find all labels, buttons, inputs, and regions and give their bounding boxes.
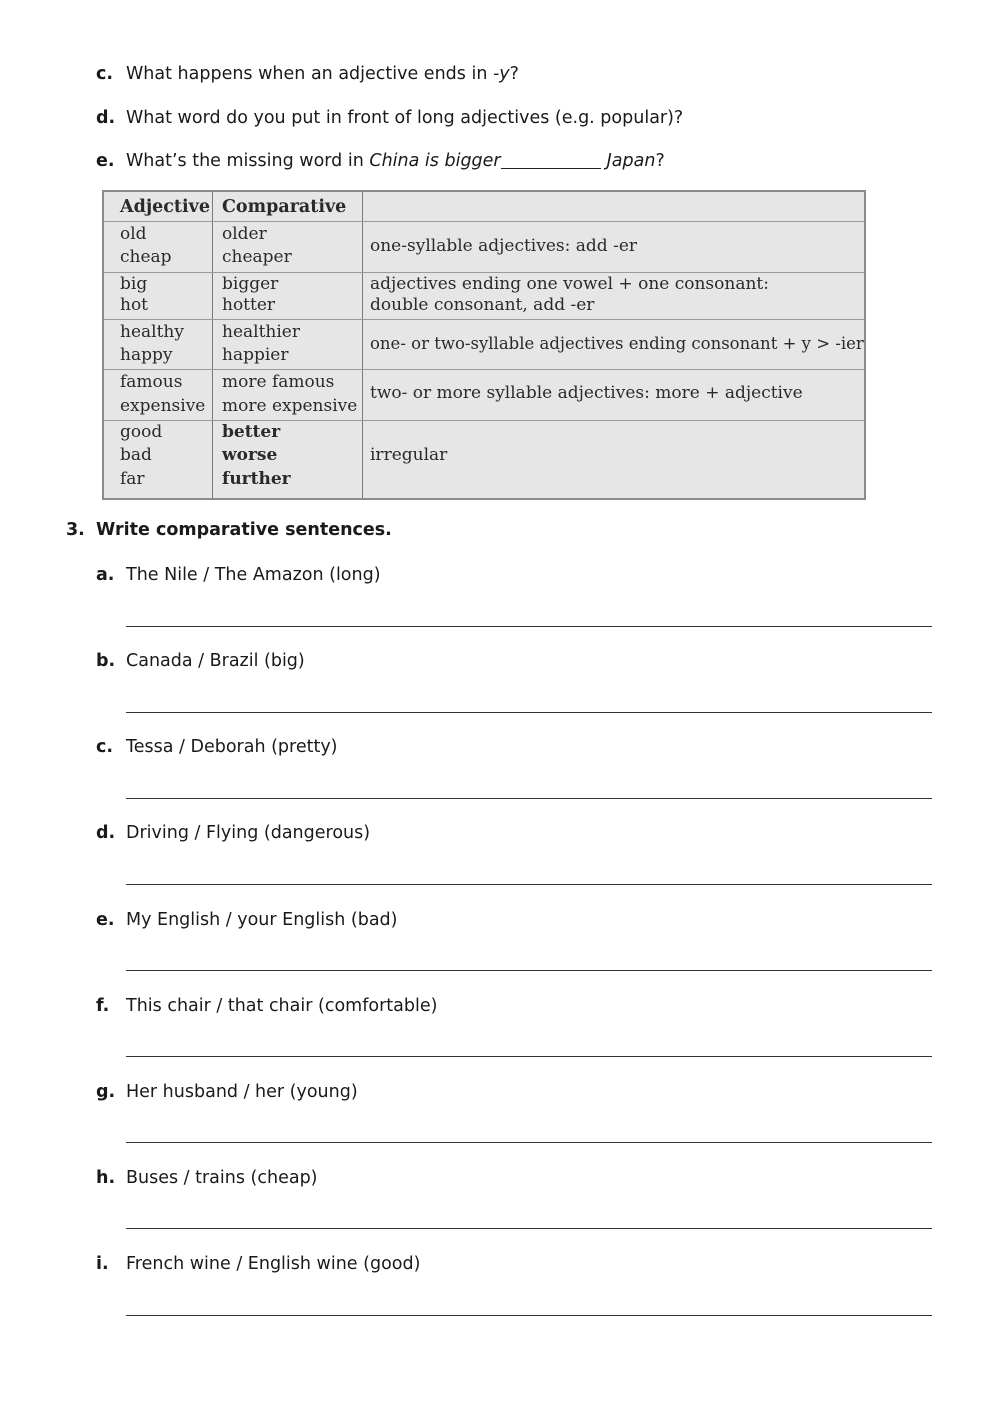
item-label: g. (96, 1082, 116, 1102)
exercise-item-i (96, 1252, 420, 1276)
item-label: e. (96, 910, 115, 930)
item-text: Buses / trains (cheap) (126, 1168, 318, 1188)
adjective: hot (120, 295, 149, 315)
question-e (96, 149, 665, 173)
answer-line-a[interactable] (126, 626, 932, 627)
exercise-item-h (96, 1166, 318, 1190)
row-divider (104, 369, 864, 370)
question-label: d. (96, 108, 116, 128)
answer-line-b[interactable] (126, 712, 932, 713)
item-label: d. (96, 823, 116, 843)
question-emphasis: China is bigger (369, 151, 501, 171)
item-text: French wine / English wine (good) (126, 1254, 421, 1274)
item-label: i. (96, 1254, 109, 1274)
item-text: Driving / Flying (dangerous) (126, 823, 371, 843)
header-adjective: Adjective (120, 197, 210, 217)
rule: one- or two-syllable adjectives ending consonant + y > -ier (370, 334, 864, 353)
adjective: expensive (120, 396, 206, 416)
item-text: My English / your English (bad) (126, 910, 398, 930)
item-label: h. (96, 1168, 116, 1188)
exercise-item-f (96, 994, 437, 1018)
adjective: happy (120, 345, 173, 365)
item-label: f. (96, 996, 110, 1016)
column-divider (212, 192, 213, 498)
exercise-item-e (96, 908, 398, 932)
comparative-table (102, 190, 866, 500)
item-text: This chair / that chair (comfortable) (126, 996, 438, 1016)
comparative: happier (222, 345, 289, 365)
answer-line-g[interactable] (126, 1142, 932, 1143)
adjective: old (120, 224, 147, 244)
question-emphasis-2: Japan (606, 151, 656, 171)
rule: adjectives ending one vowel + one consonant: (370, 274, 769, 294)
comparative: further (222, 469, 291, 489)
item-text: The Nile / The Amazon (long) (126, 565, 381, 585)
question-label: c. (96, 64, 114, 84)
answer-line-h[interactable] (126, 1228, 932, 1229)
item-label: a. (96, 565, 115, 585)
adjective: famous (120, 372, 183, 392)
comparative: older (222, 224, 267, 244)
rule: double consonant, add -er (370, 295, 595, 315)
column-divider (362, 192, 363, 498)
item-text: Her husband / her (young) (126, 1082, 358, 1102)
adjective: healthy (120, 322, 184, 342)
adjective: bad (120, 445, 152, 465)
adjective: far (120, 469, 145, 489)
comparative: more expensive (222, 396, 358, 416)
section-title: Write comparative sentences. (96, 520, 392, 540)
question-emphasis: -y (492, 64, 510, 84)
question-text: What word do you put in front of long adjectives (e.g. popular)? (126, 108, 684, 128)
question-punct: ? (655, 151, 665, 171)
question-text: What happens when an adjective ends in (126, 64, 493, 84)
question-c (96, 62, 519, 86)
adjective: good (120, 422, 163, 442)
answer-line-i[interactable] (126, 1315, 932, 1316)
item-label: c. (96, 737, 114, 757)
fill-blank[interactable] (501, 150, 601, 169)
answer-line-d[interactable] (126, 884, 932, 885)
question-punct: ? (509, 64, 519, 84)
answer-line-e[interactable] (126, 970, 932, 971)
adjective: big (120, 274, 148, 294)
header-comparative: Comparative (222, 197, 347, 217)
question-d (96, 106, 683, 130)
item-text: Tessa / Deborah (pretty) (126, 737, 338, 757)
section-3-heading (66, 520, 392, 540)
comparative: worse (222, 445, 278, 465)
question-label: e. (96, 151, 115, 171)
rule: one-syllable adjectives: add -er (370, 236, 638, 256)
rule: irregular (370, 445, 448, 465)
row-divider (104, 420, 864, 421)
row-divider (104, 319, 864, 320)
exercise-item-b (96, 649, 305, 673)
adjective: cheap (120, 247, 172, 267)
section-number: 3. (66, 520, 85, 540)
comparative: more famous (222, 372, 335, 392)
rule: two- or more syllable adjectives: more + adjective (370, 383, 803, 403)
exercise-item-c (96, 735, 338, 759)
comparative: cheaper (222, 247, 292, 267)
comparative: better (222, 422, 281, 442)
exercise-item-d (96, 821, 370, 845)
comparative: hotter (222, 295, 276, 315)
item-text: Canada / Brazil (big) (126, 651, 305, 671)
row-divider (104, 221, 864, 222)
item-label: b. (96, 651, 116, 671)
answer-line-c[interactable] (126, 798, 932, 799)
exercise-item-g (96, 1080, 358, 1104)
question-text: What’s the missing word in (126, 151, 370, 171)
comparative: bigger (222, 274, 279, 294)
answer-line-f[interactable] (126, 1056, 932, 1057)
comparative: healthier (222, 322, 300, 342)
exercise-item-a (96, 563, 381, 587)
